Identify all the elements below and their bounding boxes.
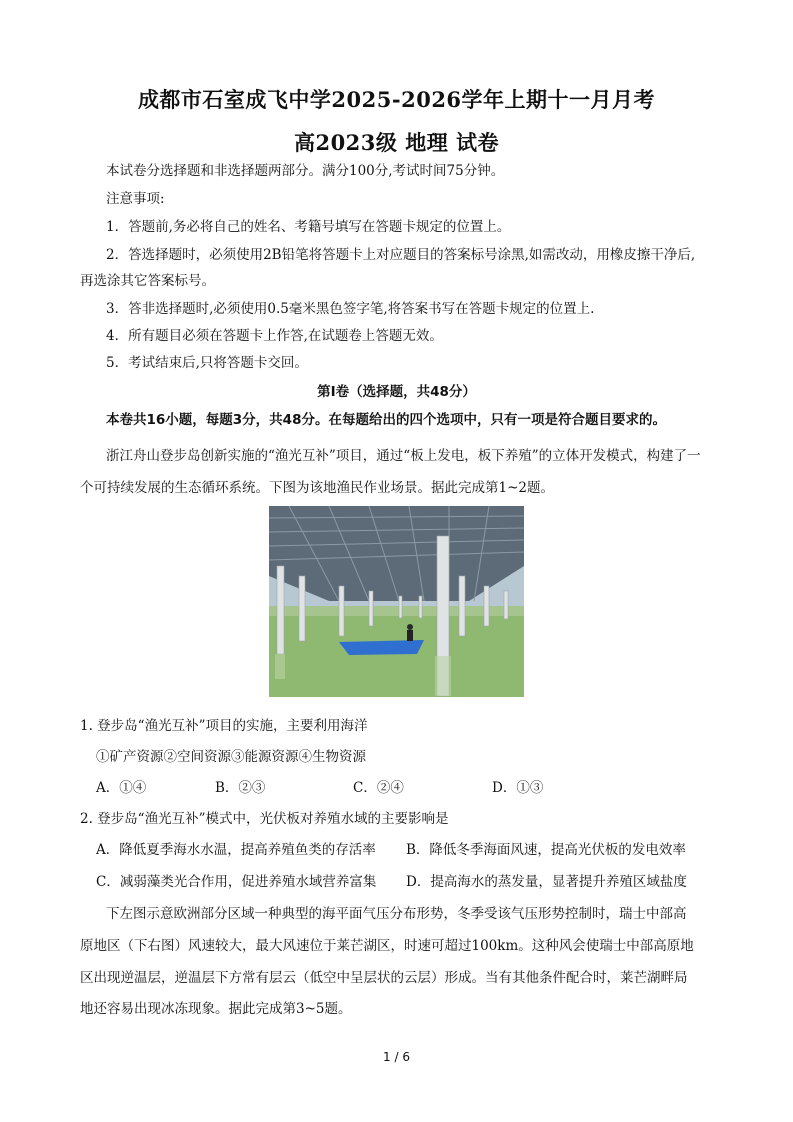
q1-option-a: A．①④: [96, 780, 147, 796]
fishing-solar-photo: [269, 506, 524, 697]
note-2: 2．答选择题时，必须使用2B铅笔将答题卡上对应题目的答案标号涂黑,如需改动，用橡皮擦干净后,: [106, 247, 696, 263]
passage1-line2: 个可持续发展的生态循环系统。下图为该地渔民作业场景。据此完成第1~2题。: [80, 480, 554, 496]
q2-option-b: B．降低冬季海面风速，提高光伏板的发电效率: [406, 842, 686, 858]
notes-title: 注意事项:: [106, 191, 165, 207]
passage2-line3: 区出现逆温层，逆温层下方常有层云（低空中呈层状的云层）形成。当有其他条件配合时，莱芒湖畔局: [80, 970, 688, 986]
note-2-cont: 再选涂其它答案标号。: [80, 273, 215, 289]
exam-subtitle: 高2023级 地理 试卷: [293, 130, 500, 155]
passage2-line4: 地还容易出现冰冻现象。据此完成第3~5题。: [80, 1001, 352, 1017]
note-1: 1．答题前,务必将自己的姓名、考籍号填写在答题卡规定的位置上。: [106, 219, 511, 235]
note-4: 4．所有题目必须在答题卡上作答,在试题卷上答题无效。: [106, 328, 443, 344]
q2-option-c: C．减弱藻类光合作用，促进养殖水域营养富集: [96, 874, 377, 890]
note-3: 3．答非选择题时,必须使用0.5毫米黑色签字笔,将答案书写在答题卡规定的位置上.: [106, 301, 595, 317]
section-title: 第Ⅰ卷（选择题，共48分）: [317, 384, 476, 400]
q2-option-d: D．提高海水的蒸发量，显著提升养殖区域盐度: [406, 874, 687, 890]
q1-items: ①矿产资源②空间资源③能源资源④生物资源: [96, 749, 366, 765]
q1-option-b: B．②③: [215, 780, 266, 796]
q1-stem: 1. 登步岛“渔光互补”项目的实施，主要利用海洋: [80, 718, 368, 734]
q1-option-d: D．①③: [492, 780, 544, 796]
passage2-line1: 下左图示意欧洲部分区域一种典型的海平面气压分布形势，冬季受该气压形势控制时，瑞士中部高: [106, 906, 687, 922]
q1-option-c: C．②④: [353, 780, 404, 796]
exam-title: 成都市石室成飞中学2025-2026学年上期十一月月考: [137, 87, 656, 112]
note-5: 5．考试结束后,只将答题卡交回。: [106, 355, 308, 371]
intro-text: 本试卷分选择题和非选择题两部分。满分100分,考试时间75分钟。: [106, 163, 505, 179]
passage2-line2: 原地区（下右图）风速较大，最大风速位于莱芒湖区，时速可超过100km。这种风会使瑞士中部高原地: [80, 938, 694, 954]
section-instruction: 本卷共16小题，每题3分，共48分。在每题给出的四个选项中，只有一项是符合题目要求的。: [106, 412, 666, 428]
q2-stem: 2. 登步岛“渔光互补”模式中，光伏板对养殖水域的主要影响是: [80, 811, 449, 827]
q2-option-a: A．降低夏季海水水温，提高养殖鱼类的存活率: [96, 842, 376, 858]
passage1-line1: 浙江舟山登步岛创新实施的“渔光互补”项目，通过“板上发电，板下养殖”的立体开发模式，构建了一: [106, 448, 701, 464]
page-number: 1 / 6: [383, 1050, 410, 1064]
